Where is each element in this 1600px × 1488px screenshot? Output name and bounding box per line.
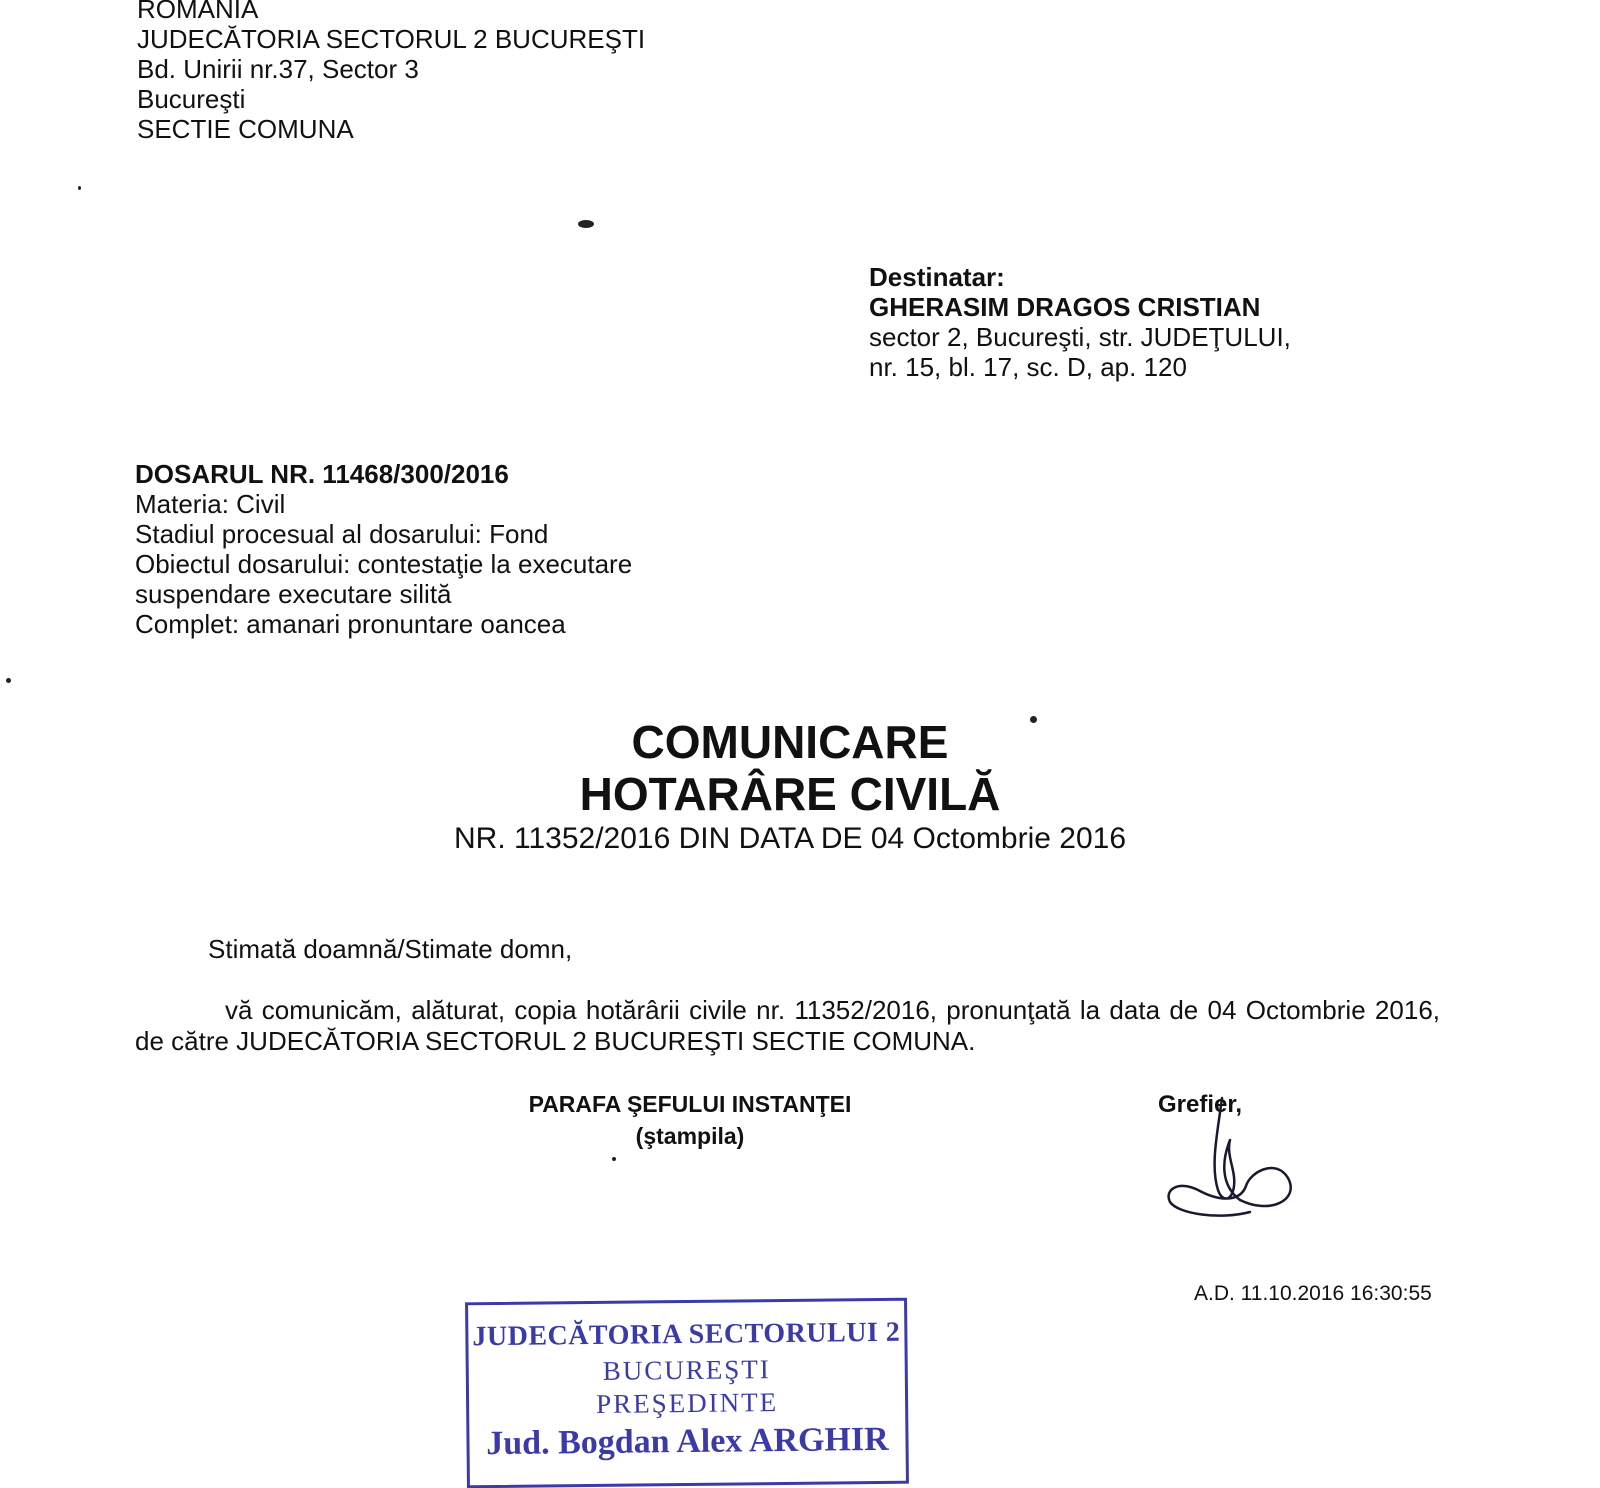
case-obiectul-cont: suspendare executare silită (135, 579, 452, 609)
header-address: Bd. Unirii nr.37, Sector 3 (137, 54, 419, 84)
scan-speck (612, 1157, 616, 1161)
salutation: Stimată doamnă/Stimate domn, (208, 934, 573, 964)
scan-speck (578, 220, 594, 228)
case-stadiul: Stadiul procesual al dosarului: Fond (135, 519, 549, 549)
court-header (137, 0, 645, 144)
stamp-line2: BUCUREŞTI (602, 1354, 771, 1386)
case-materia: Materia: Civil (135, 489, 286, 519)
document-title-line2: HOTARÂRE CIVILĂ (579, 768, 1001, 820)
stamp-line4: Jud. Bogdan Alex ARGHIR (486, 1420, 889, 1463)
case-obiectul: Obiectul dosarului: contestaţie la executare (135, 549, 633, 579)
recipient-address-1: sector 2, Bucureşti, str. JUDEŢULUI, (869, 322, 1291, 352)
grefier-signature (1160, 1090, 1310, 1230)
header-city: Bucureşti (137, 84, 246, 114)
case-details (135, 459, 632, 639)
scan-speck (78, 186, 81, 190)
document-title-line1: COMUNICARE (631, 716, 949, 768)
document-subtitle: NR. 11352/2016 DIN DATA DE 04 Octombrie 2016 (454, 822, 1126, 855)
recipient-label: Destinatar: (869, 262, 1005, 292)
stampila-label: (ştampila) (635, 1123, 745, 1149)
recipient-block (869, 262, 1291, 382)
case-number: DOSARUL NR. 11468/300/2016 (135, 459, 509, 489)
court-stamp (465, 1298, 909, 1488)
case-complet: Complet: amanari pronuntare oancea (135, 609, 566, 639)
header-country: ROMANIA (137, 0, 259, 24)
recipient-address-2: nr. 15, bl. 17, sc. D, ap. 120 (869, 352, 1187, 382)
parafa-label: PARAFA ŞEFULUI INSTANŢEI (528, 1091, 852, 1117)
stamp-line1: JUDECĂTORIA SECTORULUI 2 (472, 1316, 901, 1353)
grefier-label: Grefier, (1158, 1091, 1243, 1118)
body-text: vă comunicăm, alăturat, copia hotărârii civile nr. 11352/2016, pronunţată la data de 04 Octombrie 2016, de către JUDECĂTORIA SECTORUL 2 BUCUREŞTI SECTIE COMUNA. (135, 995, 1440, 1056)
body-paragraph (135, 995, 1440, 1057)
timestamp: A.D. 11.10.2016 16:30:55 (1194, 1282, 1432, 1305)
recipient-name: GHERASIM DRAGOS CRISTIAN (869, 292, 1261, 322)
stamp-line3: PREŞEDINTE (595, 1387, 779, 1419)
scan-speck (6, 678, 11, 683)
scan-speck (1030, 716, 1037, 723)
header-court: JUDECĂTORIA SECTORUL 2 BUCUREŞTI (137, 24, 646, 54)
header-section: SECTIE COMUNA (137, 114, 354, 144)
